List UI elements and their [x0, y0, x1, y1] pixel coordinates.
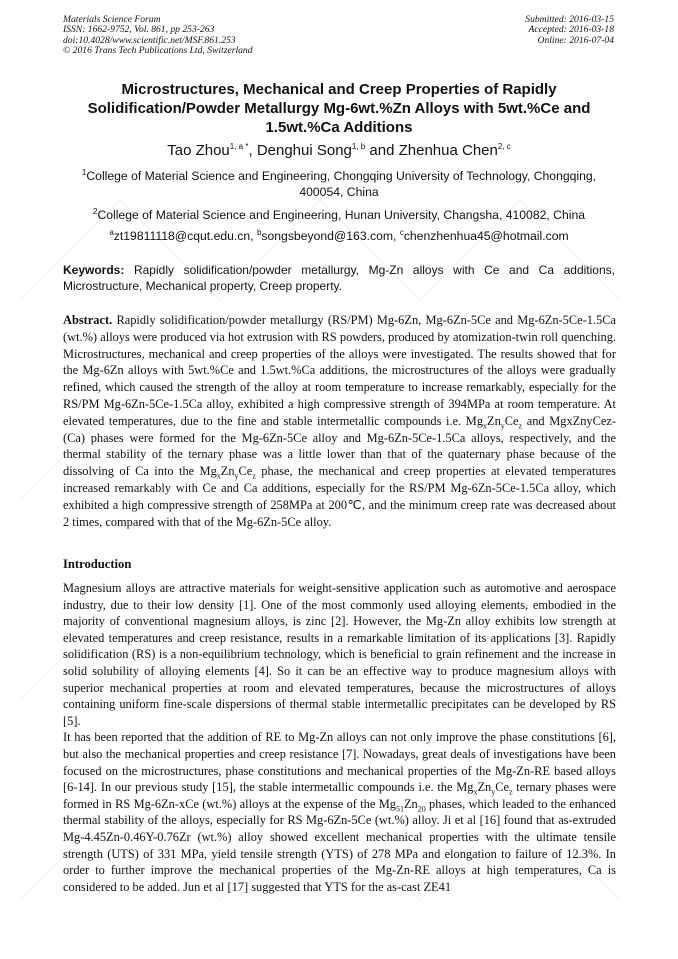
subscript: y: [234, 471, 239, 481]
intro-text: phases, which leaded to the enhanced thermal stability of the alloys, especially for RS Mg-6Zn-5Ce (wt.%) alloy. Ji et al [16] found that as-extruded Mg-4.45Zn-0.46Y-0.76Zr (wt.%) alloy showed excellent mechanical properties with the ultimate tensile strength (UTS) of 331 MPa, yield tensile strength (YTS) of 278 MPa and elongation to failure of 12.3%. In order to further improve the mechanical properties of the Mg-Zn-RE alloys at high temperatures, Ca is considered to be added. Jun et al [17] suggested that YTS for the as-cast ZE41: [63, 796, 616, 894]
keywords-text: Rapidly solidification/powder metallurgy, Mg-Zn alloys with Ce and Ca additions, Microstructure, Mechanical property, Creep property.: [63, 263, 615, 293]
author-emails: [63, 228, 615, 244]
journal-info: [63, 15, 253, 57]
keywords-label: Keywords:: [63, 263, 125, 277]
abstract: [63, 312, 616, 530]
submitted-date: Submitted: 2016-03-15: [525, 14, 614, 25]
email-a[interactable]: zt19811118@cqut.edu.cn,: [113, 229, 257, 243]
issn-line: ISSN: 1662-9752, Vol. 861, pp 253-263: [63, 24, 215, 36]
doi-line[interactable]: doi:10.4028/www.scientific.net/MSF.861.253: [63, 34, 236, 46]
subscript: x: [483, 421, 488, 431]
subscript: z: [508, 787, 513, 797]
affiliation-2: [63, 207, 615, 223]
author-1-affil: 1, a *: [229, 142, 249, 151]
author-2-affil: 1, b: [351, 142, 366, 151]
abstract-label: Abstract.: [63, 313, 113, 327]
intro-paragraph-2: [63, 729, 616, 895]
copyright-line: © 2016 Trans Tech Publications Ltd, Switzerland: [63, 45, 253, 57]
abstract-text-3: phase, the mechanical and creep properties at elevated temperatures increased remarkably with Ce and Ca additions, especially for the RS/PM Mg-6Zn-5Ce-1.5Ca alloy, which exhibited a high compressive strength of 258MPa at 200℃, and the minimum creep rate was decreased about 2 times, compared with that of the Mg-6Zn-5Ce alloy.: [63, 464, 616, 529]
subscript: x: [473, 787, 478, 797]
affiliation-1: [63, 168, 615, 200]
author-3-affil: 2, c: [497, 142, 511, 151]
title-line-3: 1.5wt.%Ca Additions: [265, 119, 413, 136]
intro-text: It has been reported that the addition of RE to Mg-Zn alloys can not only improve the phase constitutions [6], but also the mechanical properties and creep resistance [7]. Nowadays, great deals of investigations have been focused on the microstructures, phase constitutions and mechanical properties of the Mg-Zn-RE based alloys [6-14]. In our previous study [15], the stable intermetallic compounds i.e. the Mg: [63, 730, 616, 795]
intro-paragraph-1: Magnesium alloys are attractive materials for weight-sensitive application such as automotive and aerospace industry, due to their low density [1]. One of the most commonly used alloying elements, embodied in the majority of conventional magnesium alloys, is zinc [2]. However, the Mg-Zn alloy exhibits low strength at elevated temperatures and creep resistance, results in a remarkable limitation of its applications [3]. Rapidly solidification (RS) is a non-equilibrium technology, which is beneficial to grain refinement and the increase in solid solubility of alloying elements [4]. So it can be an effective way to produce magnesium alloys with superior mechanical properties at room and elevated temperatures, because the microstructures of alloys containing uniform fine-scale dispersions of thermal stable intermetallic precipitates can be developed by RS [5].: [63, 581, 616, 728]
abstract-text: Zn: [487, 413, 501, 428]
affiliation-2-mark: 2: [92, 206, 98, 216]
affiliation-1-mark: 1: [81, 167, 87, 177]
section-heading-introduction: Introduction: [63, 557, 132, 571]
abstract-text: Zn: [220, 464, 235, 479]
online-date: Online: 2016-07-04: [537, 34, 614, 46]
journal-name: Materials Science Forum: [63, 14, 161, 25]
abstract-text-2: and MgxZnyCez-(Ca) phases were formed for the Mg-6Zn-5Ce alloy and Mg-6Zn-5Ce-1.5Ca alloys, respectively, and the thermal stability of the ternary phase was a little lower than that of the quaternary phase because of the dissolving of Ca into the Mg: [63, 413, 616, 479]
author-1: Tao Zhou: [167, 142, 230, 159]
author-separator: ,: [248, 142, 257, 159]
email-c[interactable]: chenzhenhua45@hotmail.com: [403, 229, 569, 243]
subscript: 51: [395, 804, 404, 814]
email-b-mark: b: [256, 227, 262, 237]
intro-text: Zn: [403, 796, 418, 811]
subscript: y: [500, 421, 505, 431]
subscript: z: [518, 421, 523, 431]
affiliation-1-text: College of Material Science and Engineering, Chongqing University of Technology, Chongqing, 400054, China: [86, 169, 597, 199]
author-list: [40, 142, 638, 160]
subscript: x: [216, 471, 221, 481]
keywords: [63, 262, 615, 294]
subscript: y: [491, 787, 496, 797]
title-line-1: Microstructures, Mechanical and Creep Properties of Rapidly: [121, 81, 557, 98]
author-separator: and: [365, 142, 399, 159]
intro-text: Ce: [495, 780, 509, 795]
affiliation-2-text: College of Material Science and Engineering, Hunan University, Changsha, 410082, China: [97, 208, 586, 222]
email-a-mark: a: [109, 227, 114, 237]
introduction-body: [63, 580, 616, 895]
abstract-text-1: Rapidly solidification/powder metallurgy (RS/PM) Mg-6Zn, Mg-6Zn-5Ce and Mg-6Zn-5Ce-1.5Ca (wt.%) alloys were produced via hot extrusion with RS powders, produced by atomization-twin roll quenching. Microstructures, mechanical and creep properties of the alloys were investigated. The results showed that for the Mg-6Zn alloys with 5wt.%Ce and 1.5wt.%Ca additions, the microstructures of the alloys were gradually refined, which caused the strength of the alloy at room temperature to increase remarkably, especially for the RS/PM Mg-6Zn-5Ce-1.5Ca alloy, exhibited a high compressive strength of 394MPa at room temperature. At elevated temperatures, due to the fine and stable intermetallic compounds i.e. Mg: [63, 313, 616, 428]
email-c-mark: c: [399, 227, 404, 237]
intro-text: ternary phases were formed in RS Mg-6Zn-xCe (wt.%) alloys at the expense of the Mg: [63, 780, 616, 811]
author-3: Zhenhua Chen: [398, 142, 498, 159]
paper-title: [40, 80, 638, 137]
publication-dates: [525, 15, 614, 46]
subscript: 20: [417, 804, 426, 814]
accepted-date: Accepted: 2016-03-18: [528, 24, 614, 36]
subscript: z: [252, 471, 256, 481]
abstract-text: Ce: [238, 464, 253, 479]
email-b[interactable]: songsbeyond@163.com,: [261, 229, 400, 243]
abstract-text: Ce: [504, 413, 519, 428]
title-line-2: Solidification/Powder Metallurgy Mg-6wt.%Zn Alloys with 5wt.%Ce and: [87, 100, 591, 117]
author-2: Denghui Song: [256, 142, 352, 159]
intro-text: Zn: [477, 780, 492, 795]
